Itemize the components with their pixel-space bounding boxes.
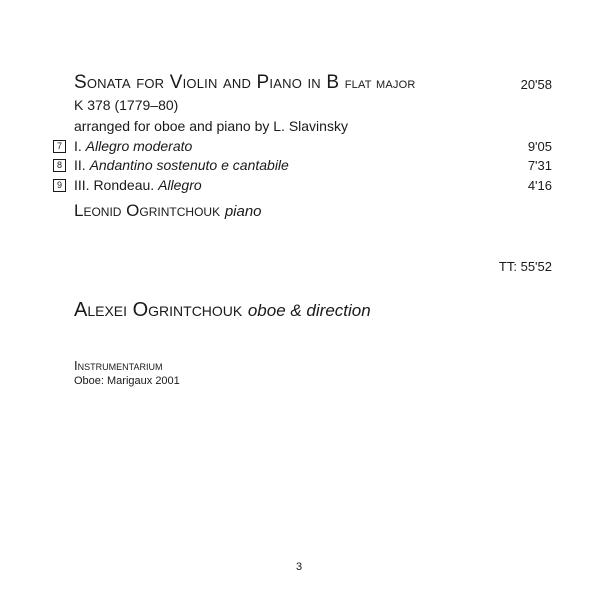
movement-label: III. Rondeau. <box>74 177 155 193</box>
movement-tempo: Allegro <box>158 177 202 193</box>
movement-tempo: Andantino sostenuto e cantabile <box>89 157 289 173</box>
oboist-name: Alexei Ogrintchouk <box>74 299 243 321</box>
movement-label: I. <box>74 138 82 154</box>
page-number: 3 <box>296 561 303 573</box>
track-number-box: 7 <box>53 140 66 153</box>
track-row <box>53 177 552 195</box>
movement-label: II. <box>74 157 86 173</box>
pianist-credit <box>74 201 262 221</box>
track-number-box: 8 <box>53 159 66 172</box>
arrangement-note: arranged for oboe and piano by L. Slavinsky <box>74 118 348 134</box>
track-title <box>74 157 289 173</box>
pianist-role: piano <box>224 203 262 220</box>
track-number-box: 9 <box>53 179 66 192</box>
track-row <box>53 157 552 175</box>
track-title <box>74 138 192 154</box>
instrumentarium-heading: Instrumentarium <box>74 358 163 373</box>
work-duration: 20'58 <box>520 77 552 92</box>
oboist-role: oboe & direction <box>247 301 371 320</box>
track-duration: 4'16 <box>527 178 552 193</box>
instrumentarium-detail: Oboe: Marigaux 2001 <box>74 375 180 387</box>
track-row <box>53 138 552 156</box>
track-duration: 7'31 <box>527 158 552 173</box>
track-duration: 9'05 <box>527 139 552 154</box>
oboist-credit <box>74 299 371 322</box>
catalogue-number: K 378 (1779–80) <box>74 97 179 113</box>
work-title <box>74 72 415 94</box>
pianist-name: Leonid Ogrintchouk <box>74 201 221 220</box>
work-title-key: flat major <box>344 75 416 92</box>
movement-tempo: Allegro moderato <box>85 138 193 154</box>
total-time: TT: 55'52 <box>498 259 552 274</box>
work-title-main: Sonata for Violin and Piano in B <box>74 72 340 93</box>
track-title <box>74 177 202 193</box>
